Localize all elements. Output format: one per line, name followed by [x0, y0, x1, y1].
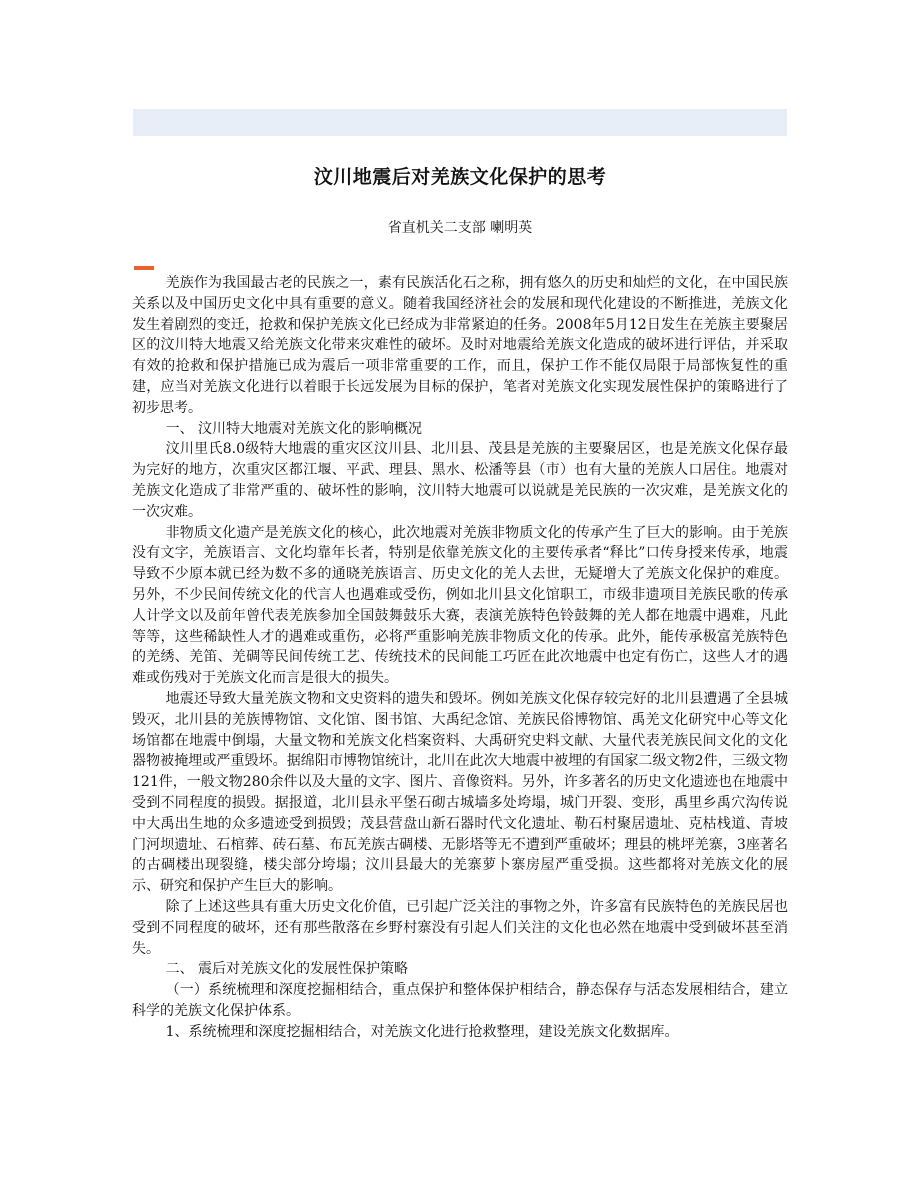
subsection-heading: （一）系统梳理和深度挖掘相结合，重点保护和整体保护相结合，静态保存与活态发展相结合，建立科学的羌族文化保护体系。 — [132, 982, 788, 1019]
paragraph-intro: 羌族作为我国最古老的民族之一，素有民族活化石之称，拥有悠久的历史和灿烂的文化，在中国民族关系以及中国历史文化中具有重要的意义。随着我国经济社会的发展和现代化建设的不断推进，羌族文化发生着剧烈的变迁，抢救和保护羌族文化已经成为非常紧迫的任务。2008年5月12日发生在羌族主要聚居区的汶川特大地震又给羌族文化带来灾难性的破坏。及时对地震给羌族文化造成的破坏进行评估，并采取有效的抢救和保护措施已成为震后一项非常重要的工作，而且，保护工作不能仅局限于局部恢复性的重建，应当对羌族文化进行以着眼于长远发展为目标的保护，笔者对羌族文化实现发展性保护的策略进行了初步思考。 — [132, 275, 788, 416]
article-body — [132, 273, 788, 1042]
paragraph: 地震还导致大量羌族文物和文史资料的遗失和毁坏。例如羌族文化保存较完好的北川县遭遇了全县城毁灭，北川县的羌族博物馆、文化馆、图书馆、大禹纪念馆、羌族民俗博物馆、禹羌文化研究中心等文化场馆都在地震中倒塌，大量文物和羌族文化档案资料、大禹研究史料文献、大量代表羌族民间文化的文化器物被掩埋或严重毁坏。据绵阳市博物馆统计，北川在此次大地震中被埋的有国家二级文物2件，三级文物121件，一般文物280余件以及大量的文字、图片、音像资料。另外，许多著名的历史文化遗迹也在地震中受到不同程度的损毁。据报道，北川县永平堡石砌古城墙多处垮塌，城门开裂、变形，禹里乡禹穴沟传说中大禹出生地的众多遗迹受到损毁；茂县营盘山新石器时代文化遗址、勒石村聚居遗址、克枯栈道、青坡门河坝遗址、石棺葬、砖石墓、布瓦羌族古碉楼、无影塔等无不遭到严重破坏；理县的桃坪羌寨，3座著名的古碉楼出现裂缝，楼尖部分垮塌；汶川县最大的羌寨萝卜寨房屋严重受损。这些都将对羌族文化的展示、研究和保护产生巨大的影响。 — [132, 690, 788, 895]
paragraph: 1、系统梳理和深度挖掘相结合，对羌族文化进行抢救整理，建设羌族文化数据库。 — [165, 1023, 679, 1040]
page-title: 汶川地震后对羌族文化保护的思考 — [313, 166, 607, 188]
accent-bar — [134, 266, 154, 270]
paragraph: 汶川里氏8.0级特大地震的重灾区汶川县、北川县、茂县是羌族的主要聚居区，也是羌族文化保存最为完好的地方，次重灾区都江堰、平武、理县、黑水、松潘等县（市）也有大量的羌族人口居住。地震对羌族文化造成了非常严重的、破坏性的影响，汶川特大地震可以说就是羌民族的一次灾难，是羌族文化的一次灾难。 — [132, 441, 788, 520]
header-band — [133, 109, 787, 136]
paragraph: 除了上述这些具有重大历史文化价值，已引起广泛关注的事物之外，许多富有民族特色的羌族民居也受到不同程度的破坏，还有那些散落在乡野村寨没有引起人们关注的文化也必然在地震中受到破坏甚至消失。 — [132, 898, 788, 957]
paragraph: 非物质文化遗产是羌族文化的核心，此次地震对羌族非物质文化的传承产生了巨大的影响。由于羌族没有文字，羌族语言、文化均靠年长者，特别是依靠羌族文化的主要传承者“释比”口传身授来传承，地震导致不少原本就已经为数不多的通晓羌族语言、历史文化的羌人去世，无疑增大了羌族文化保护的难度。另外，不少民间传统文化的代言人也遇难或受伤，例如北川县文化馆职工，市级非遗项目羌族民歌的传承人计学文以及前年曾代表羌族参加全国鼓舞鼓乐大赛，表演羌族特色铃鼓舞的羌人都在地震中遇难，凡此等等，这些稀缺性人才的遇难或重伤，必将严重影响羌族非物质文化的传承。此外，能传承极富羌族特色的羌绣、羌笛、羌碉等民间传统工艺、传统技术的民间能工巧匠在此次地震中也定有伤亡，这些人才的遇难或伤残对于羌族文化而言是很大的损失。 — [132, 524, 788, 687]
section-heading-1: 一、 汶川特大地震对羌族文化的影响概况 — [165, 420, 423, 437]
author-line: 省直机关二支部 喇明英 — [387, 220, 533, 236]
section-heading-2: 二、 震后对羌族文化的发展性保护策略 — [165, 961, 409, 978]
